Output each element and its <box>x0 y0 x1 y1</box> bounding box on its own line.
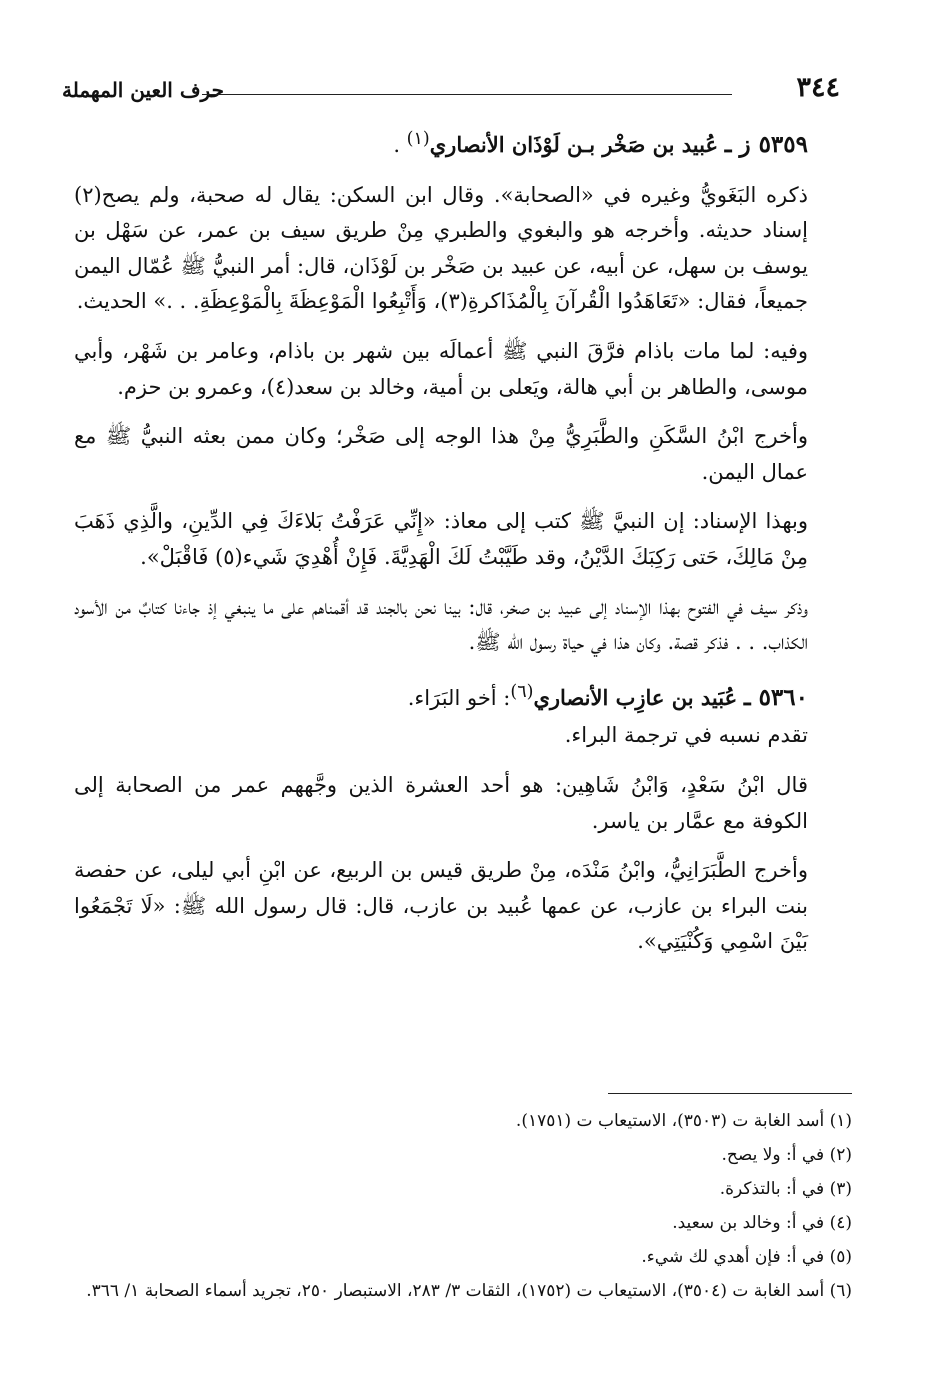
footnote-6: (٦) أسد الغابة ت (٣٥٠٤)، الاستيعاب ت (١٧٥٢)، الثقات ٣/ ٢٨٣، الاستبصار ٢٥٠، تجريد أسماء الصحابة ١/ ٣٦٦. <box>86 1281 852 1301</box>
page-number: ٣٤٤ <box>796 72 840 103</box>
footnote-separator <box>608 1093 852 1094</box>
running-header <box>62 72 850 108</box>
entry-name: عُبيد بن صَخْر بـن لَوْذَان الأنصاري <box>429 132 719 157</box>
footnotes <box>74 1104 852 1308</box>
footnote-5: (٥) في أ: فإن أهدي لك شيء. <box>641 1247 852 1267</box>
footnote-ref: (١) <box>406 129 430 149</box>
paragraph: قال ابْنُ سَعْدٍ، وَابْنُ شَاهِين: هو أحد العشرة الذين وجَّههم عمر من الصحابة إلى الكوفة مع عمَّار بن ياسر. <box>74 772 808 833</box>
entry-number: ٥٣٥٩ ز ـ <box>724 131 808 158</box>
paragraph: وذكر سيف في الفتوح بهذا الإسناد إلى عبيد بن صخر، قال: بينا نحن بالجند قد أقمناهم على ما ينبغي إذ جاءنا كتابٌ من الأسود الكذاب. . . فذكر قصة. وكان هذا في حياة رسول الله ﷺ. <box>74 594 808 655</box>
paragraph: وأخرج ابْنُ السَّكَنِ والطَّبَرِيُّ مِنْ هذا الوجه إلى صَخْر؛ وكان ممن بعثه النبيُّ ﷺ مع عمال اليمن. <box>74 424 808 484</box>
entry-number: ٥٣٦٠ ـ <box>743 683 808 711</box>
footnote-3: (٣) في أ: بالتذكرة. <box>719 1179 852 1199</box>
chapter-title: حرف العين المهملة <box>62 78 224 102</box>
entry-name: عُبَيد بن عازِب الأنصاري <box>533 684 738 710</box>
paragraph: وبهذا الإسناد: إن النبيَّ ﷺ كتب إلى معاذ: «إِنِّي عَرَفْتُ بَلاءَكَ فِي الدِّينِ، والَّذِي ذَهَبَ مِنْ مَالِكَ، حَتى رَكِبَكَ الدَّيْنُ، وقد طَيَّبْتُ لَكَ الْهَدِيَّةَ. فَإِنْ أُهْدِيَ شَيء(٥) فَاقْبَلْ». <box>74 509 808 569</box>
paragraph: وفيه: لما مات باذام فرَّقَ النبي ﷺ أعمالَه بين شهر بن باذام، وعامر بن شَهْر، وأبي موسى، والطاهر بن أبي هالة، ويَعلى بن أمية، وخالد بن سعد(٤)، وعمرو بن حزم. <box>74 338 808 399</box>
entry-heading-5360 <box>74 675 852 717</box>
paragraph: وأخرج الطَّبَرَانِيُّ، وابْنُ مَنْدَه، مِنْ طريق قيس بن الربيع، عن ابْنِ أبي ليلى، عن حفصة بنت البراء بن عازب، عن عمها عُبيد بن عازب، قال: قال رسول الله ﷺ: «لَا تَجْمَعُوا بَيْنَ اسْمِي وَكُنْيَتِي». <box>74 858 808 954</box>
paragraph: ذكره البَغَويُّ وغيره في «الصحابة». وقال ابن السكن: يقال له صحبة، ولم يصح(٢) إسناد حديثه. وأخرجه هو والبغوي والطبري مِنْ طريق سيف بن عمر، عن سَهْل بن يوسف بن سهل، عن أبيه، عن عبيد بن صَخْر بن لَوْذَان، قال: أمر النبيُّ ﷺ عُمّال اليمن جميعاً، فقال: «تَعَاهَدُوا الْقُرآنَ بِالْمُذَاكرةِ(٣)، وَأَتْبِعُوا الْمَوْعِظَةَ بِالْمَوْعِظَةِ. . .» الحديث. <box>74 182 808 314</box>
main-text <box>74 122 852 974</box>
footnote-4: (٤) في أ: وخالد بن سعيد. <box>672 1213 852 1233</box>
entry-tail: : أخو البَرَاء. <box>407 685 511 710</box>
header-rule <box>202 94 732 95</box>
footnote-1: (١) أسد الغابة ت (٣٥٠٣)، الاستيعاب ت (١٧٥١). <box>515 1111 852 1131</box>
paragraph: تقدم نسبه في ترجمة البراء. <box>564 723 808 748</box>
entry-heading-5359 <box>74 122 852 164</box>
footnote-2: (٢) في أ: ولا يصح. <box>721 1145 852 1165</box>
entry-tail: . <box>393 133 407 157</box>
footnote-ref: (٦) <box>510 681 534 702</box>
